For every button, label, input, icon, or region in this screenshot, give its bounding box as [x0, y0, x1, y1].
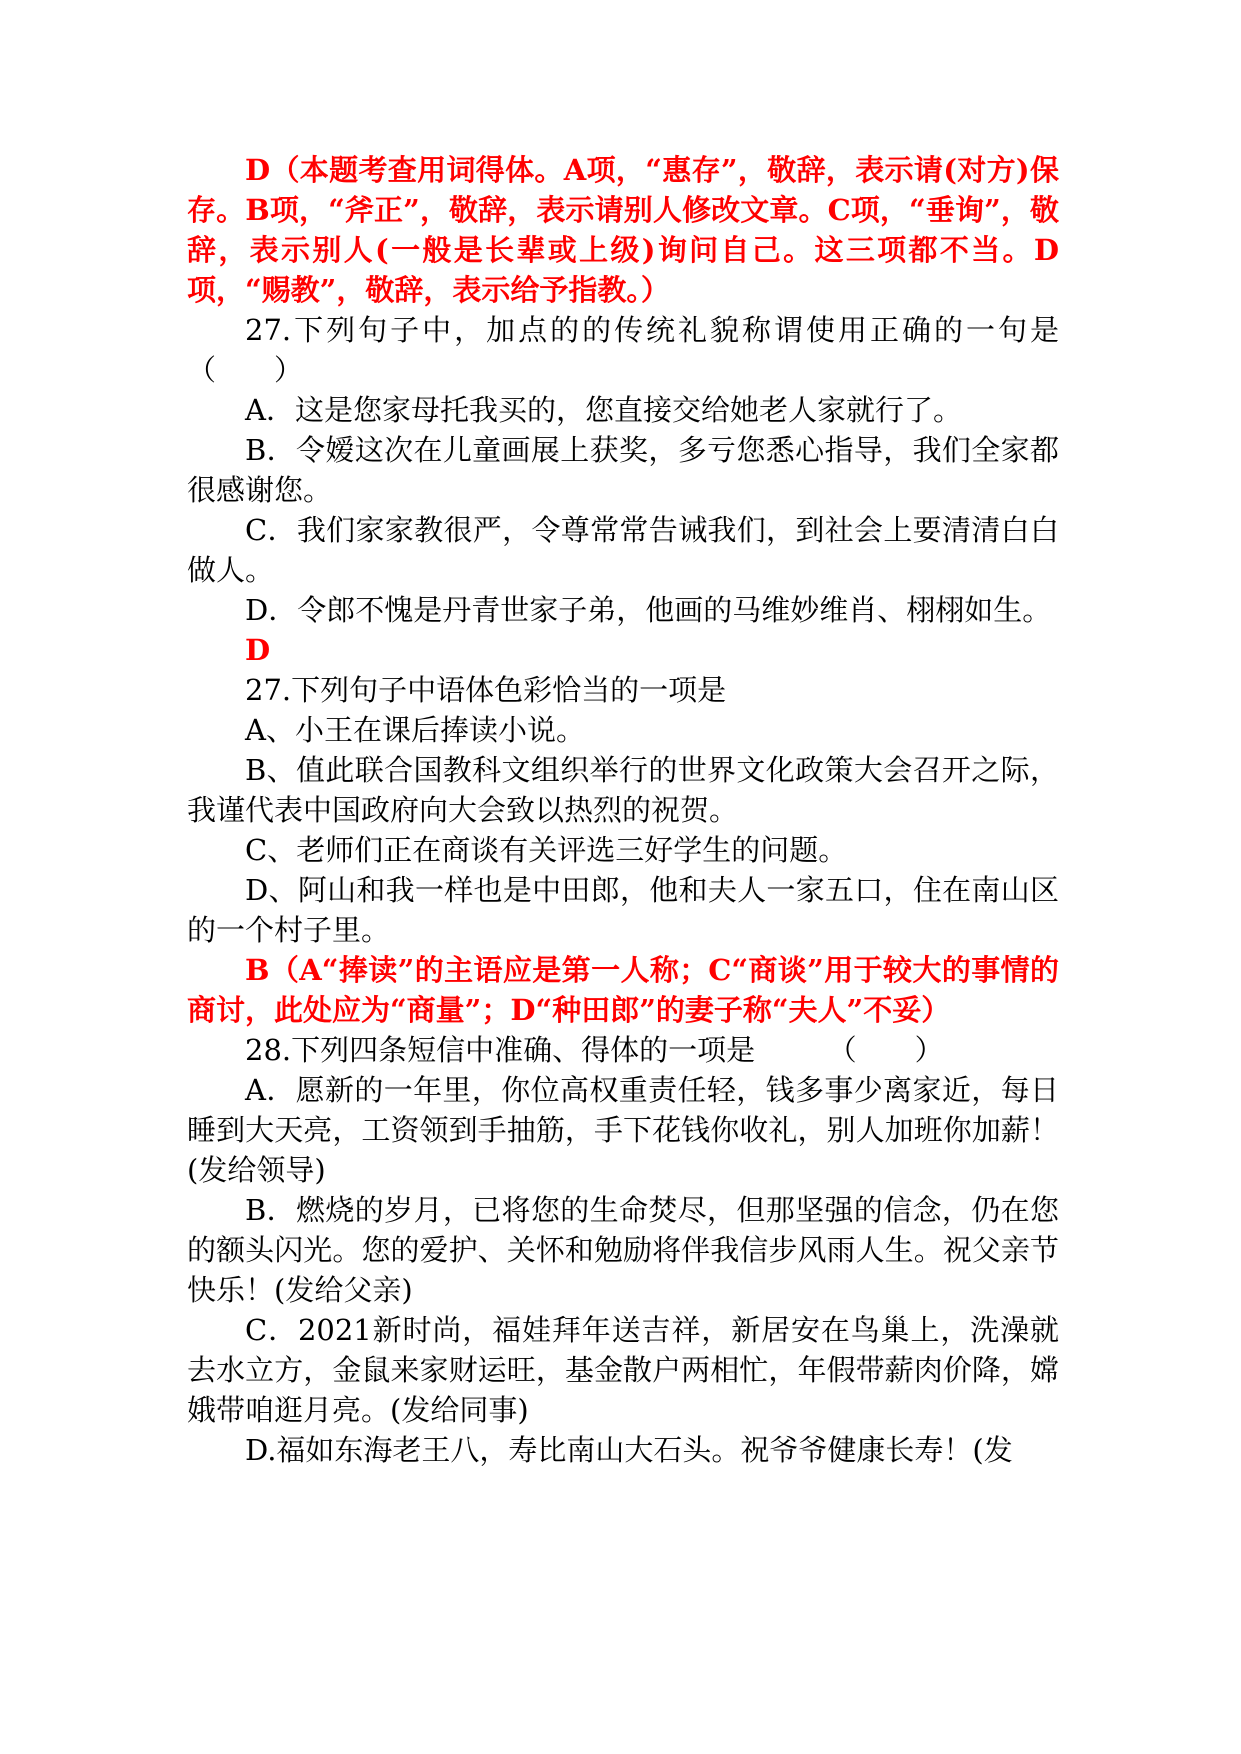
question-28-option-d: D.福如东海老王八，寿比南山大石头。祝爷爷健康长寿！(发	[245, 1433, 1013, 1467]
question-27b-option-a: A、小王在课后捧读小说。	[245, 713, 585, 747]
question-27b-option-b: B、值此联合国教科文组织举行的世界文化政策大会召开之际，我谨代表中国政府向大会致以热烈的祝贺。	[187, 753, 1059, 827]
question-27-option-a: A．这是您家母托我买的，您直接交给她老人家就行了。	[245, 393, 962, 427]
question-27-paragraph: 27.下列句子中，加点的的传统礼貌称谓使用正确的一句是（ ）	[187, 313, 1059, 387]
answer-paragraph: D	[245, 633, 271, 667]
answer-paragraph: D（本题考查用词得体。A项，“惠存”，敬辞，表示请(对方)保存。B项，“斧正”，敬辞，表示请别人修改文章。C项，“垂询”，敬辞，表示别人(一般是长辈或上级)询问自己。这三项都不当。D项，“赐教”，敬辞，表示给予指教。）	[187, 153, 1059, 307]
question-27b-paragraph: 27.下列句子中语体色彩恰当的一项是	[245, 673, 727, 707]
question-28-option-c: C．2021新时尚，福娃拜年送吉祥，新居安在鸟巢上，洗澡就去水立方，金鼠来家财运旺，基金散户两相忙，年假带薪肉价降，嫦娥带咱逛月亮。(发给同事)	[187, 1313, 1059, 1427]
answer-paragraph: B（A“捧读”的主语应是第一人称；C“商谈”用于较大的事情的商讨，此处应为“商量”；D“种田郎”的妻子称“夫人”不妥）	[187, 953, 1059, 1027]
question-27-option-c: C．我们家家教很严，令尊常常告诫我们，到社会上要清清白白做人。	[187, 513, 1059, 587]
question-27-option-d: D．令郎不愧是丹青世家子弟，他画的马维妙维肖、栩栩如生。	[245, 593, 1052, 627]
question-28-option-b: B．燃烧的岁月，已将您的生命焚尽，但那坚强的信念，仍在您的额头闪光。您的爱护、关怀和勉励将伴我信步风雨人生。祝父亲节快乐！(发给父亲)	[187, 1193, 1059, 1307]
question-27-option-b: B．令嫒这次在儿童画展上获奖，多亏您悉心指导，我们全家都很感谢您。	[187, 433, 1059, 507]
question-27b-option-c: C、老师们正在商谈有关评选三好学生的问题。	[245, 833, 848, 867]
question-27b-option-d: D、阿山和我一样也是中田郎，他和夫人一家五口，住在南山区的一个村子里。	[187, 873, 1059, 947]
question-28-paragraph: 28.下列四条短信中准确、得体的一项是 （ ）	[245, 1033, 944, 1067]
question-28-option-a: A．愿新的一年里，你位高权重责任轻，钱多事少离家近，每日睡到大天亮，工资领到手抽筋，手下花钱你收礼，别人加班你加薪！(发给领导)	[187, 1073, 1059, 1187]
